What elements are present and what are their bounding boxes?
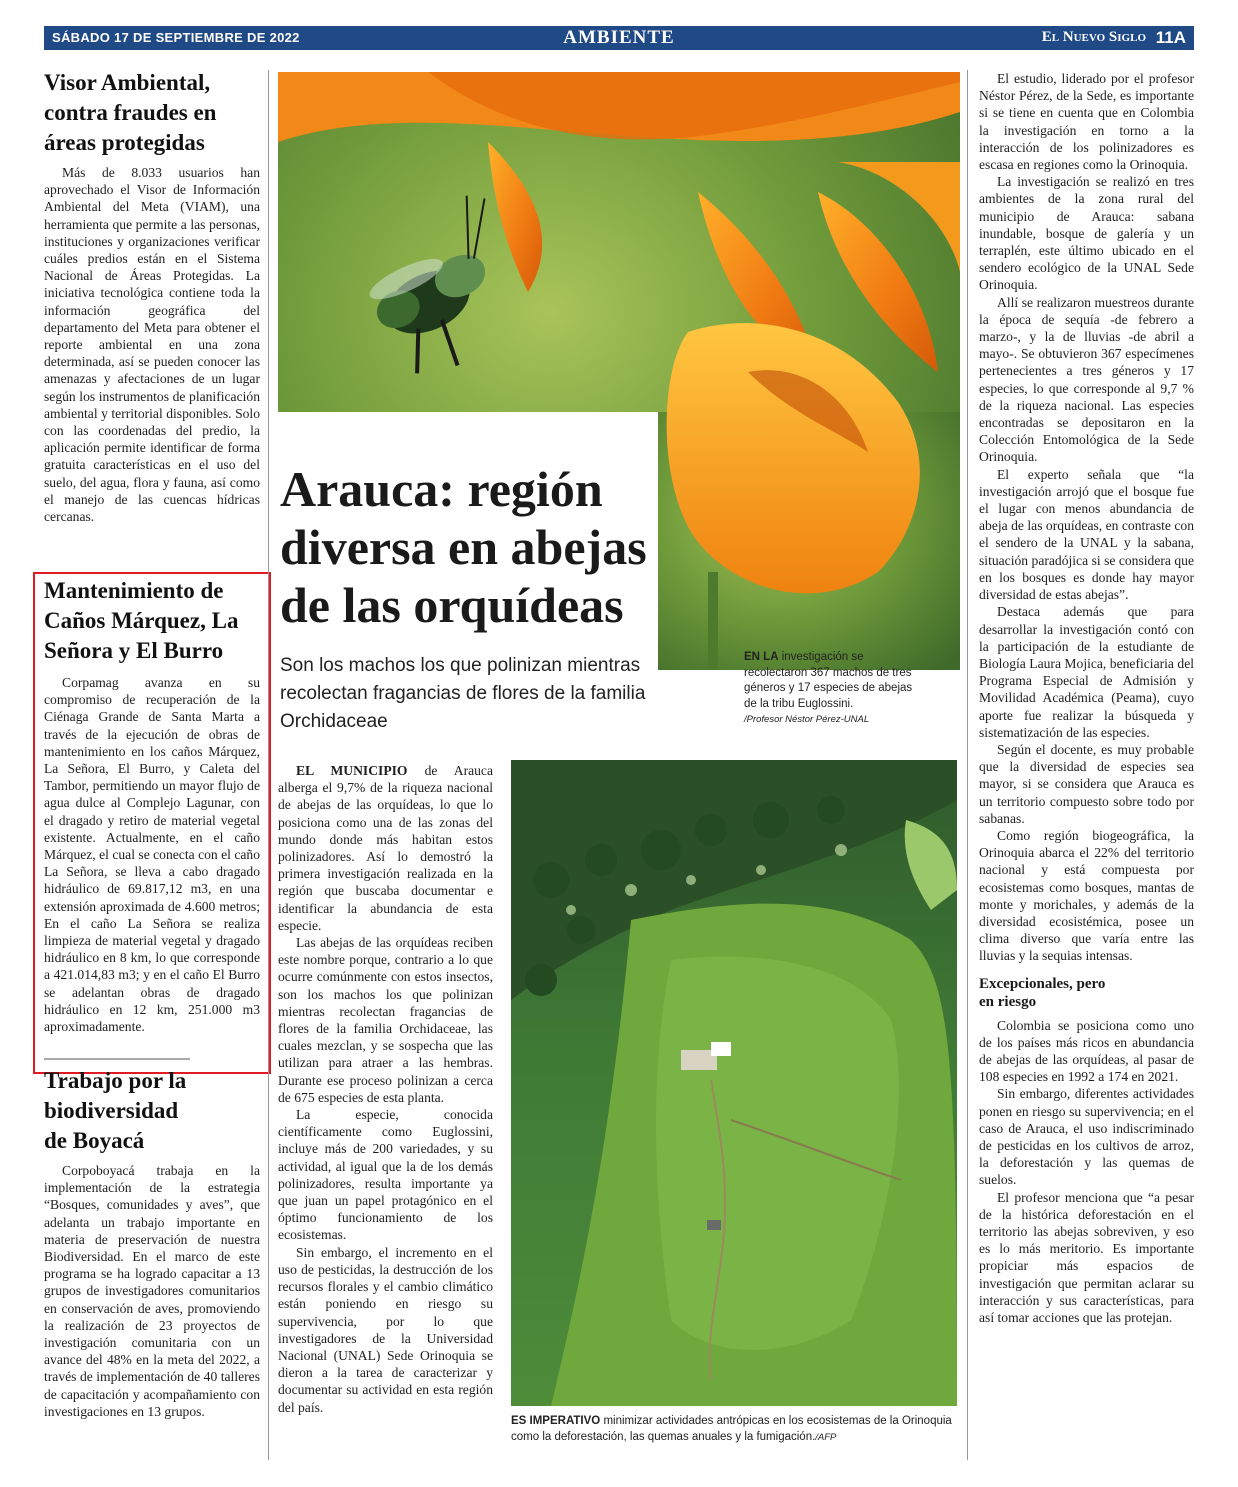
- column-rule-left: [268, 70, 269, 1460]
- article-canos-body: [44, 674, 260, 1035]
- article-canos: [44, 576, 260, 1035]
- main-subtitle: Son los machos los que polinizan mientras recolectan fragancias de flores de la familia Orchidaceae: [280, 655, 646, 732]
- photo2-caption-lead: ES IMPERATIVO: [511, 1415, 601, 1427]
- photo2-caption: [511, 1414, 957, 1445]
- aerial-forest-image: [511, 760, 957, 1406]
- aerial-photo: [511, 760, 957, 1406]
- photo1-caption-lead: EN LA: [744, 651, 779, 663]
- header-bar: [44, 26, 1194, 50]
- photo1-caption: [744, 650, 924, 728]
- main-article-column: [278, 762, 493, 1416]
- main-headline: Arauca: región diversa en abejas de las orquídeas: [280, 461, 647, 633]
- right-column-body-2: [979, 1017, 1194, 1327]
- right-paragraph-5: Destaca además que para desarrollar la investigación contó con la participación de la estudiante de Biología Laura Mojica, beneficiaria del Programa Especial de Admisión y Movilidad Académica (Peama), cuyo aporte fue realizar la búsqueda y sistematización de las especies.: [979, 604, 1194, 740]
- main-paragraph-1: de Arauca alberga el 9,7% de la riqueza nacional de abejas de las orquídeas, lo que lo posiciona como una de las zonas del mundo donde más habitan estos polinizadores. Así lo demostró la primera investigación realizada en la región que buscaba documentar e identificar la abundancia de esta especie.: [278, 763, 493, 933]
- article-visor-text: Más de 8.033 usuarios han aprovechado el Visor de Información Ambiental del Meta (VIAM), una herramienta que permite a las personas, instituciones y organizaciones verificar cuáles predios están en el Sistema Nacional de Áreas Protegidas. La iniciativa tecnológica contiene toda la información geográfica del departamento del Meta para obtener el reporte ambiental en una zona determinada, así se pueden conocer las amenazas y afectaciones de un lugar según los instrumentos de planificación ambiental y territorial disponibles. Solo con las coordenadas del predio, la aplicación permite identificar de forma gratuita características en el uso del suelo, del agua, flora y fauna, así como el manejo de las cuencas hídricas cercanas.: [44, 165, 260, 525]
- article-canos-text: Corpamag avanza en su compromiso de recuperación de la Ciénaga Grande de Santa Marta a través de la ejecución de obras de mantenimiento en los caños Márquez, La Señora, El Burro, y Caleta del Tambor, permitiendo un mayor flujo de agua dulce al Complejo Lagunar, con el dragado y retiro de material vegetal existente. Actualmente, en el caño Márquez, el cual se conecta con el caño La Señora, se lleva a cabo dragado hidráulico de 69.817,12 m3, en una extensión aproximada de 4.600 metros; En el caño La Señora se realiza limpieza de material vegetal y dragado hidráulico en 8 km, lo que corresponde a 421.014,83 m3; y en el caño El Burro se adelantan obras de dragado hidráulico en 12 km, 251.000 m3 aproximadamente.: [44, 675, 260, 1035]
- main-article-body: [278, 762, 493, 1416]
- right-paragraph-3: Allí se realizaron muestreos durante la época de sequía -de febrero a marzo-, y la de lluvias -de abril a mayo-. Se obtuvieron 367 especímenes pertenecientes a tres géneros y 17 especies, lo que corresponde al 9,7 % de la riqueza nacional. Las especies encontradas se depositaron en la Colección Entomológica de la Sede Orinoquia.: [979, 294, 1194, 465]
- right-paragraph-4: El experto señala que “la investigación arrojó que el bosque fue el lugar con menos abundancia de abeja de las orquídeas, en contraste con el sendero de la UNAL y la sabana, situación paradójica si se considera que en los bosques es donde hay mayor diversidad de estas abejas”.: [979, 466, 1194, 603]
- right-subhead: Excepcionales, pero en riesgo: [979, 975, 1106, 1010]
- article-boyaca-title: Trabajo por la biodiversidad de Boyacá: [44, 1068, 187, 1153]
- column-rule-right: [967, 70, 968, 1460]
- article-canos-title: Mantenimiento de Caños Márquez, La Señora y El Burro: [44, 578, 239, 663]
- right-paragraph-2: La investigación se realizó en tres ambientes de la zona rural del municipio de Arauca: sabana inundable, bosque de galería y un terraplén, este último ubicado en el sendero ecológico de la UNAL Sede Orinoquia.: [979, 174, 1194, 293]
- right-paragraph-8: Colombia se posiciona como uno de los países más ricos en abundancia de abejas de las orquídeas, al pasar de 108 especies en 1992 a 174 en 2021.: [979, 1017, 1194, 1085]
- article-visor: [44, 68, 260, 525]
- right-paragraph-7: Como región biogeográfica, la Orinoquia abarca el 22% del territorio nacional y está compuesta por ecosistemas como bosques, mantas de monte y morichales, y además de la diversidad ecosistémica, posee un clima diverso que varía entre las lluvias y la sequias intensas.: [979, 827, 1194, 964]
- photo2-caption-text: minimizar actividades antrópicas en los ecosistemas de la Orinoquia como la deforestación, las quemas anuales y la fumigación.: [511, 1415, 952, 1443]
- page-number: 11A: [1155, 28, 1186, 47]
- newspaper-name: El Nuevo Siglo: [1041, 29, 1146, 45]
- article-visor-title: Visor Ambiental, contra fraudes en áreas protegidas: [44, 70, 217, 155]
- right-column-body: [979, 70, 1194, 965]
- right-paragraph-6: Según el docente, es muy probable que la diversidad de especies sea mayor, si se considera que Arauca es un territorio compuesto sobre todo por sabanas.: [979, 741, 1194, 826]
- section-title: AMBIENTE: [563, 27, 675, 48]
- main-paragraph-2: Las abejas de las orquídeas reciben este nombre porque, contrario a lo que ocurre comúnmente con estos insectos, son los machos los que polinizan mientras recolectan fragancias de flores de la familia Orchidaceae, las cuales mezclan, y se sospecha que las utilizan para atraer a las hembras. Durante ese proceso polinizan a cerca de 675 especies de esta planta.: [278, 935, 493, 1105]
- header-date: SÁBADO 17 DE SEPTIEMBRE DE 2022: [52, 30, 300, 45]
- photo2-credit: /AFP: [815, 1431, 837, 1443]
- main-paragraph-4: Sin embargo, el incremento en el uso de pesticidas, la destrucción de los recursos florales y el cambio climático están poniendo en riesgo su supervivencia, por lo que investigadores de la Universidad Nacional (UNAL) Sede Orinoquia se dieron a la tarea de caracterizar y documentar su actividad en esta región del país.: [278, 1244, 493, 1415]
- main-article-lead: EL MUNICIPIO: [296, 763, 408, 778]
- photo1-caption-text: investigación se recolectaron 367 machos de tres géneros y 17 especies de abejas de la tribu Euglossini.: [744, 651, 913, 710]
- right-column: [979, 70, 1194, 1326]
- article-boyaca: [44, 1066, 260, 1420]
- right-paragraph-10: El profesor menciona que “a pesar de la histórica deforestación en el territorio las abejas sobreviven, y eso es lo más meritorio. Es importante propiciar más espacios de investigación que permitan aclarar su interacción y sus características, para así tomar acciones que las protejan.: [979, 1189, 1194, 1326]
- right-paragraph-9: Sin embargo, diferentes actividades ponen en riesgo su supervivencia; en el caso de Arauca, el uso indiscriminado de pesticidas en los cultivos de arroz, la deforestación y las quemas de suelos.: [979, 1086, 1194, 1188]
- article-boyaca-body: [44, 1162, 260, 1420]
- divider: [44, 1058, 190, 1060]
- right-paragraph-1: El estudio, liderado por el profesor Néstor Pérez, de la Sede, es importante si se tiene en cuenta que en Colombia la investigación en torno a la interacción de los polinizadores es escasa en regiones como la Orinoquia.: [979, 71, 1194, 173]
- article-boyaca-text: Corpoboyacá trabaja en la implementación de la estrategia “Bosques, comunidades y aves”, que adelanta un trabajo importante en materia de preservación de nuestra Biodiversidad. En el marco de este programa se ha logrado capacitar a 13 grupos de investigadores comunitarios en conservación de aves, promoviendo la realización de 23 proyectos de investigación comunitaria con un avance del 48% en la meta del 2022, a través de implementación de 40 talleres de capacitación y acompañamiento con investigaciones en 13 grupos.: [44, 1163, 260, 1419]
- photo1-credit: /Profesor Néstor Pérez-UNAL: [744, 714, 870, 725]
- main-paragraph-3: La especie, conocida científicamente como Euglossini, incluye más de 200 variedades, y su actividad, al igual que la de los demás polinizadores, resulta importante ya que juan un papel protagónico en el óptimo funcionamiento de los ecosistemas.: [278, 1107, 493, 1243]
- article-visor-body: [44, 164, 260, 525]
